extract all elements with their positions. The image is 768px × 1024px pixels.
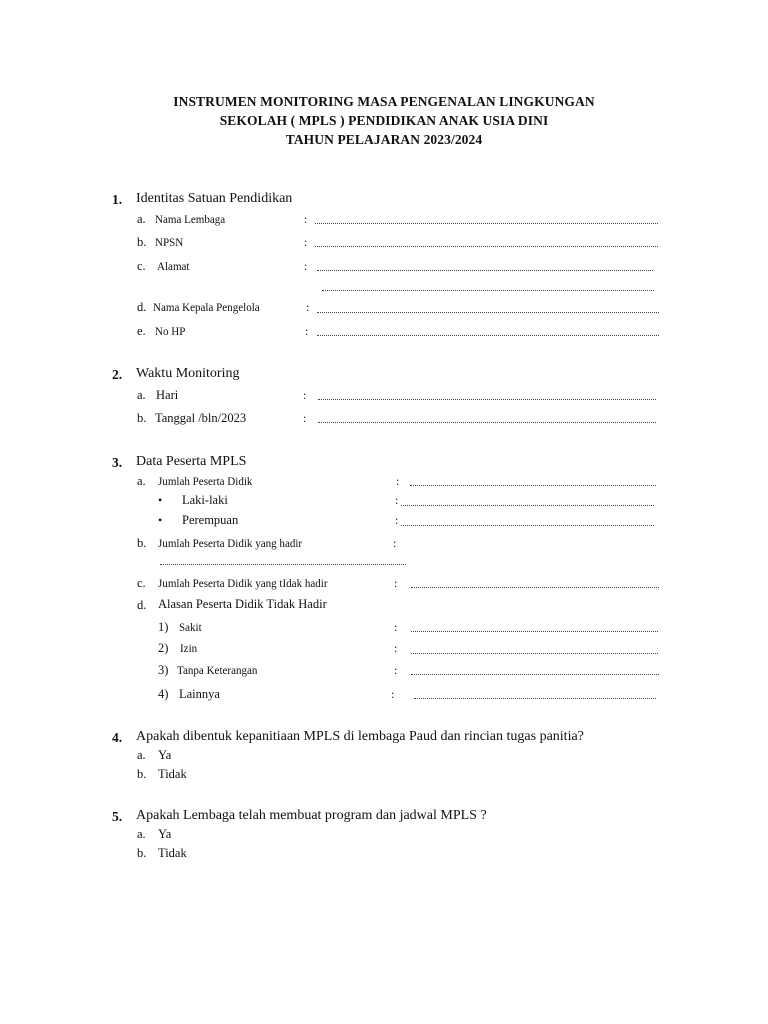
section-number: 5. xyxy=(112,809,123,824)
item-mark: b. xyxy=(137,536,147,550)
fill-line-hari[interactable] xyxy=(318,399,656,400)
fill-line-perempuan[interactable] xyxy=(401,525,654,526)
fill-line-no-hp[interactable] xyxy=(317,335,659,336)
section-title: Waktu Monitoring xyxy=(136,366,240,381)
fill-line-jumlah-peserta[interactable] xyxy=(410,485,656,486)
fill-line-nama-lembaga[interactable] xyxy=(315,223,658,224)
field-label-npsn: NPSN xyxy=(155,235,184,249)
colon: : xyxy=(304,212,308,226)
item-mark: a. xyxy=(137,212,146,226)
doc-title-line-3: TAHUN PELAJARAN 2023/2024 xyxy=(285,132,483,147)
item-mark: a. xyxy=(137,388,146,402)
item-mark: a. xyxy=(137,474,146,488)
option-mark: b. xyxy=(137,846,147,860)
field-label-nama-lembaga: Nama Lembaga xyxy=(155,212,226,226)
option-tidak[interactable]: Tidak xyxy=(158,846,187,860)
field-label-alamat: Alamat xyxy=(157,259,190,273)
item-mark: c. xyxy=(137,259,146,273)
field-label-no-hp: No HP xyxy=(155,324,186,338)
option-tidak[interactable]: Tidak xyxy=(158,767,187,781)
item-mark: d. xyxy=(137,300,147,314)
bullet-icon: • xyxy=(158,513,163,527)
question-text: Apakah Lembaga telah membuat program dan jadwal MPLS ? xyxy=(136,808,487,823)
fill-line-laki-laki[interactable] xyxy=(401,505,654,506)
fill-line-peserta-hadir[interactable] xyxy=(160,564,406,565)
fill-line-sakit[interactable] xyxy=(411,631,658,632)
field-label-perempuan: Perempuan xyxy=(182,513,239,527)
option-ya[interactable]: Ya xyxy=(158,827,172,841)
fill-line-peserta-tidak-hadir[interactable] xyxy=(411,587,659,588)
doc-title-line-1: INSTRUMEN MONITORING MASA PENGENALAN LINGKUNGAN xyxy=(173,94,595,109)
fill-line-alamat-1[interactable] xyxy=(317,270,653,271)
fill-line-npsn[interactable] xyxy=(315,246,658,247)
fill-line-lainnya[interactable] xyxy=(414,698,656,699)
field-label-lainnya: Lainnya xyxy=(179,687,220,701)
option-mark: a. xyxy=(137,748,146,762)
item-mark: 4) xyxy=(158,687,169,701)
field-label-sakit: Sakit xyxy=(179,620,202,634)
question-text: Apakah dibentuk kepanitiaan MPLS di lembaga Paud dan rincian tugas panitia? xyxy=(136,729,584,744)
colon: : xyxy=(391,687,395,701)
field-label-tanggal: Tanggal /bln/2023 xyxy=(155,411,247,425)
item-mark: 2) xyxy=(158,641,169,655)
field-label-peserta-tidak-hadir: Jumlah Peserta Didik yang tIdak hadir xyxy=(158,576,328,590)
option-mark: b. xyxy=(137,767,147,781)
item-mark: c. xyxy=(137,576,146,590)
item-mark: d. xyxy=(137,598,147,612)
colon: : xyxy=(306,300,310,314)
fill-line-tanpa-keterangan[interactable] xyxy=(411,674,659,675)
field-label-izin: Izin xyxy=(180,641,198,655)
colon: : xyxy=(393,536,397,550)
fill-line-alamat-2[interactable] xyxy=(322,290,654,291)
section-number: 1. xyxy=(112,192,123,207)
section-title: Data Peserta MPLS xyxy=(136,454,247,469)
colon: : xyxy=(305,324,309,338)
bullet-icon: • xyxy=(158,493,163,507)
field-label-tanpa-keterangan: Tanpa Keterangan xyxy=(177,663,258,677)
item-mark: 3) xyxy=(158,663,169,677)
colon: : xyxy=(304,235,308,249)
field-label-laki-laki: Laki-laki xyxy=(182,493,228,507)
fill-line-kepala-pengelola[interactable] xyxy=(317,312,659,313)
section-title: Identitas Satuan Pendidikan xyxy=(136,191,293,206)
colon: : xyxy=(303,411,307,425)
item-mark: b. xyxy=(137,411,147,425)
doc-title-line-2: SEKOLAH ( MPLS ) PENDIDIKAN ANAK USIA DINI xyxy=(219,113,549,128)
field-label-hari: Hari xyxy=(156,388,179,402)
colon: : xyxy=(304,259,308,273)
colon: : xyxy=(394,620,398,634)
fill-line-tanggal[interactable] xyxy=(318,422,656,423)
item-mark: b. xyxy=(137,235,147,249)
field-label-peserta-hadir: Jumlah Peserta Didik yang hadir xyxy=(158,536,303,550)
field-label-jumlah-peserta: Jumlah Peserta Didik xyxy=(158,474,253,488)
colon: : xyxy=(303,388,307,402)
option-ya[interactable]: Ya xyxy=(158,748,172,762)
option-mark: a. xyxy=(137,827,146,841)
colon: : xyxy=(394,576,398,590)
fill-line-izin[interactable] xyxy=(411,653,658,654)
item-mark: e. xyxy=(137,324,146,338)
colon: : xyxy=(394,641,398,655)
section-number: 3. xyxy=(112,455,123,470)
field-label-alasan: Alasan Peserta Didik Tidak Hadir xyxy=(158,597,327,611)
section-number: 2. xyxy=(112,367,123,382)
field-label-kepala-pengelola: Nama Kepala Pengelola xyxy=(153,300,260,314)
section-number: 4. xyxy=(112,730,123,745)
item-mark: 1) xyxy=(158,620,169,634)
colon: : xyxy=(394,663,398,677)
colon: : xyxy=(395,493,399,507)
colon: : xyxy=(396,474,400,488)
colon: : xyxy=(395,513,399,527)
